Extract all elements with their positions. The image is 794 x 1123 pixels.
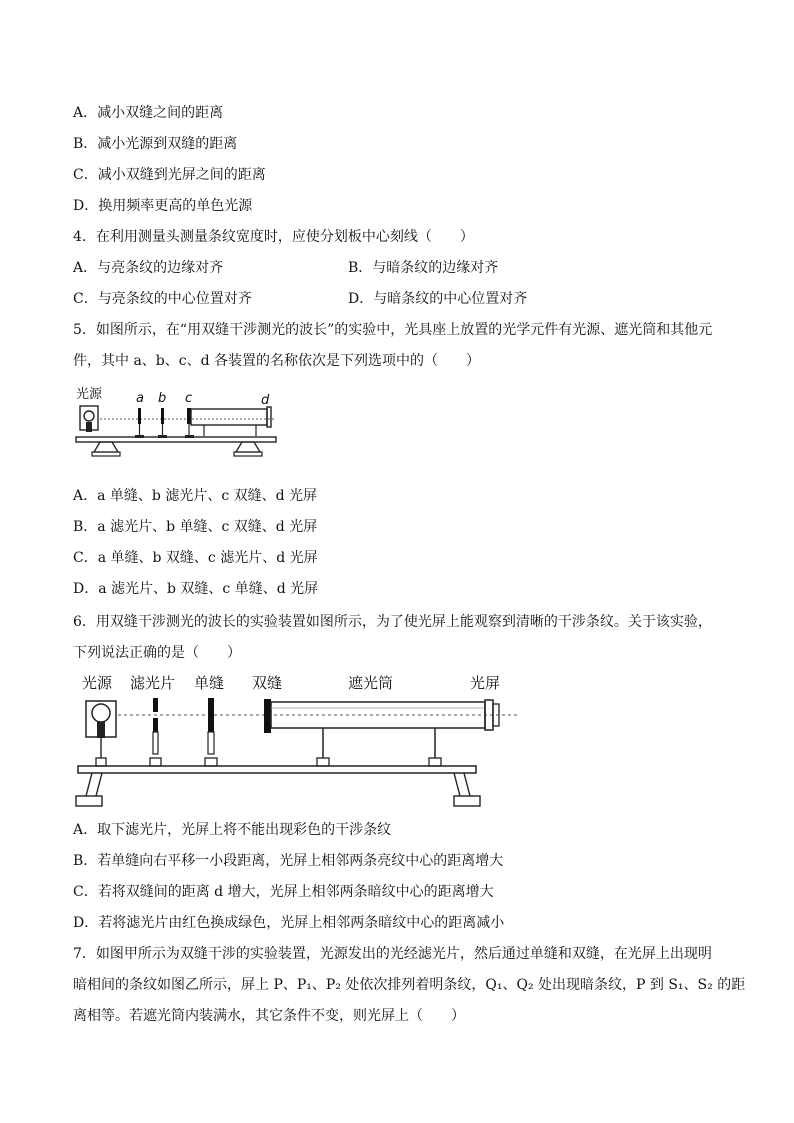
q6-stem-line2: 下列说法正确的是（ ） <box>73 645 241 661</box>
q6-figure <box>66 668 526 810</box>
q6-label-filter: 滤光片 <box>130 674 176 692</box>
q4-stem: 4．在利用测量头测量条纹宽度时，应使分划板中心刻线（ ） <box>73 229 474 245</box>
q5-option-d: D．a 滤光片、b 双缝、c 单缝、d 光屏 <box>73 581 319 597</box>
q5-label-b: b <box>158 391 167 406</box>
q6-label-double-slit: 双缝 <box>252 674 283 692</box>
q6-double-slit <box>264 699 271 733</box>
q7-line3: 离相等。若遮光筒内装满水，其它条件不变，则光屏上（ ） <box>73 1008 465 1024</box>
q5-label-source: 光源 <box>76 387 103 402</box>
q5-option-a: A．a 单缝、b 滤光片、c 双缝、d 光屏 <box>73 488 318 504</box>
q7-line2: 暗相间的条纹如图乙所示，屏上 P、P₁、P₂ 处依次排列着明条纹，Q₁、Q₂ 处出现暗条纹，P 到 S₁、S₂ 的距 <box>73 977 746 993</box>
q5-stem-line2: 件，其中 a、b、c、d 各装置的名称依次是下列选项中的（ ） <box>73 353 481 369</box>
q5-element-b <box>161 408 164 424</box>
q5-option-b: B．a 滤光片、b 单缝、c 双缝、d 光屏 <box>73 519 318 535</box>
q5-option-c: C．a 单缝、b 双缝、c 滤光片、d 光屏 <box>73 550 318 566</box>
q6-option-b: B．若单缝向右平移一小段距离，光屏上相邻两条亮纹中心的距离增大 <box>73 853 504 869</box>
q6-label-source: 光源 <box>82 674 113 692</box>
q6-bulb <box>92 704 110 722</box>
q4-option-a: A．与亮条纹的边缘对齐 <box>73 260 224 276</box>
q3-option-d: D．换用频率更高的单色光源 <box>73 198 253 214</box>
q6-single-slit <box>208 698 214 732</box>
q5-label-d: d <box>261 393 270 408</box>
q4-option-c: C．与亮条纹的中心位置对齐 <box>73 291 252 307</box>
q6-label-single-slit: 单缝 <box>194 674 225 692</box>
q4-option-b: B．与暗条纹的边缘对齐 <box>348 260 499 276</box>
q6-filter <box>153 698 158 712</box>
q5-bench <box>76 437 276 442</box>
q6-label-screen: 光屏 <box>470 674 501 692</box>
q5-label-a: a <box>136 391 144 406</box>
q6-bench <box>78 766 476 773</box>
q5-label-c: c <box>185 391 193 406</box>
q5-stem-line1: 5．如图所示，在“用双缝干涉测光的波长”的实验中，光具座上放置的光学元件有光源、遮光筒和其他元 <box>73 322 713 338</box>
q5-figure <box>70 380 290 466</box>
q7-line1: 7．如图甲所示为双缝干涉的实验装置，光源发出的光经滤光片，然后通过单缝和双缝，在光屏上出现明 <box>73 946 712 962</box>
q6-option-a: A．取下滤光片，光屏上将不能出现彩色的干涉条纹 <box>73 822 392 838</box>
q5-element-d <box>267 407 271 427</box>
q3-option-b: B．减小光源到双缝的距离 <box>73 136 238 152</box>
q6-label-tube: 遮光筒 <box>348 674 394 692</box>
q5-bulb <box>84 411 94 421</box>
q3-option-a: A．减小双缝之间的距离 <box>73 105 224 121</box>
q4-option-d: D．与暗条纹的中心位置对齐 <box>348 291 528 307</box>
q5-element-a <box>138 408 141 424</box>
q6-option-c: C．若将双缝间的距离 d 增大，光屏上相邻两条暗纹中心的距离增大 <box>73 884 494 900</box>
q3-option-c: C．减小双缝到光屏之间的距离 <box>73 167 266 183</box>
q6-stem-line1: 6．用双缝干涉测光的波长的实验装置如图所示，为了使光屏上能观察到清晰的干涉条纹。关于该实验， <box>73 614 712 630</box>
q5-tube <box>191 409 267 425</box>
q6-option-d: D．若将滤光片由红色换成绿色，光屏上相邻两条暗纹中心的距离减小 <box>73 915 505 931</box>
